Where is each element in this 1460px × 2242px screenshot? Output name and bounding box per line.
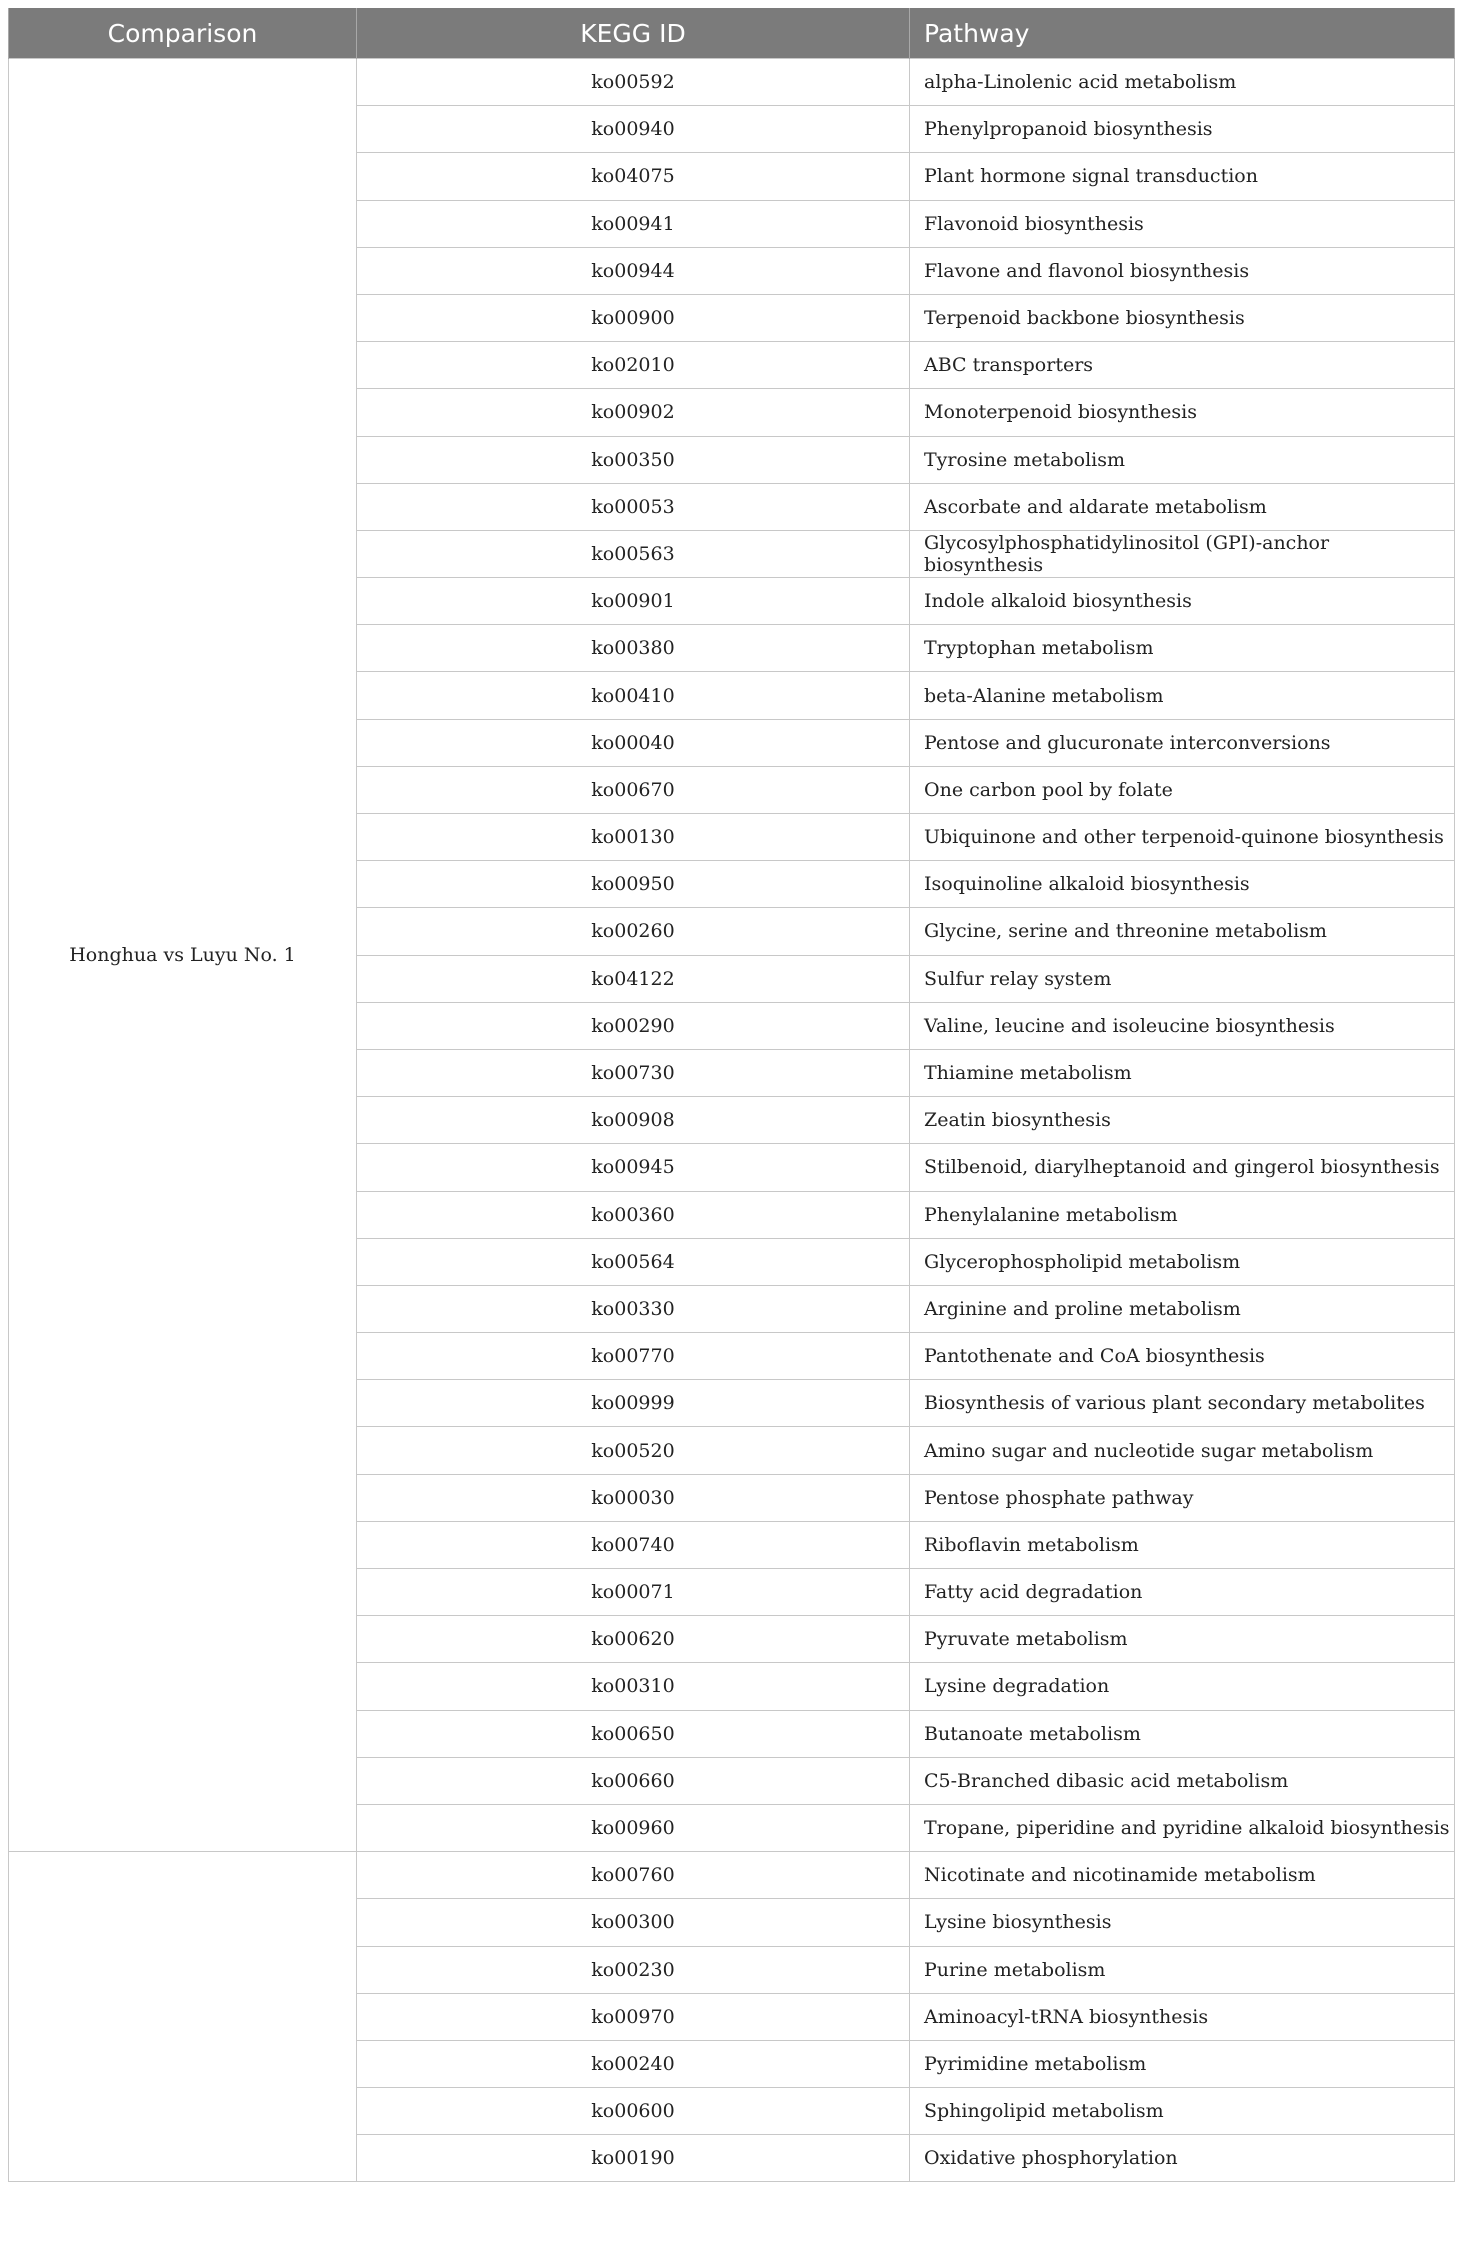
pathway-cell: Amino sugar and nucleotide sugar metabolism	[910, 1427, 1455, 1474]
pathway-cell: Phenylpropanoid biosynthesis	[910, 106, 1455, 153]
kegg-id-cell: ko00592	[357, 59, 910, 106]
pathway-cell: C5-Branched dibasic acid metabolism	[910, 1757, 1455, 1804]
comparison-cell	[9, 1852, 357, 2182]
kegg-id-cell: ko00563	[357, 530, 910, 577]
kegg-id-cell: ko00730	[357, 1049, 910, 1096]
kegg-id-cell: ko00944	[357, 247, 910, 294]
pathway-cell: Stilbenoid, diarylheptanoid and gingerol biosynthesis	[910, 1144, 1455, 1191]
pathway-cell: Isoquinoline alkaloid biosynthesis	[910, 861, 1455, 908]
pathway-cell: Butanoate metabolism	[910, 1710, 1455, 1757]
kegg-id-cell: ko00290	[357, 1002, 910, 1049]
header-comparison: Comparison	[9, 8, 357, 59]
pathway-cell: Lysine biosynthesis	[910, 1899, 1455, 1946]
kegg-id-cell: ko00770	[357, 1333, 910, 1380]
pathway-cell: Riboflavin metabolism	[910, 1521, 1455, 1568]
pathway-cell: Nicotinate and nicotinamide metabolism	[910, 1852, 1455, 1899]
kegg-id-cell: ko00760	[357, 1852, 910, 1899]
pathway-cell: Indole alkaloid biosynthesis	[910, 578, 1455, 625]
kegg-id-cell: ko00660	[357, 1757, 910, 1804]
pathway-cell: Lysine degradation	[910, 1663, 1455, 1710]
kegg-id-cell: ko00564	[357, 1238, 910, 1285]
pathway-cell: Flavone and flavonol biosynthesis	[910, 247, 1455, 294]
pathway-cell: Pyrimidine metabolism	[910, 2040, 1455, 2087]
pathway-cell: Thiamine metabolism	[910, 1049, 1455, 1096]
kegg-id-cell: ko04122	[357, 955, 910, 1002]
kegg-id-cell: ko00410	[357, 672, 910, 719]
table-row	[9, 59, 1455, 106]
kegg-id-cell: ko00970	[357, 1993, 910, 2040]
kegg-id-cell: ko00040	[357, 719, 910, 766]
pathway-cell: Glycine, serine and threonine metabolism	[910, 908, 1455, 955]
pathway-cell: Arginine and proline metabolism	[910, 1285, 1455, 1332]
kegg-id-cell: ko00902	[357, 389, 910, 436]
pathway-cell: Glycosylphosphatidylinositol (GPI)-anchor biosynthesis	[910, 530, 1455, 577]
pathway-cell: Sulfur relay system	[910, 955, 1455, 1002]
kegg-id-cell: ko00950	[357, 861, 910, 908]
kegg-id-cell: ko02010	[357, 342, 910, 389]
kegg-id-cell: ko00908	[357, 1097, 910, 1144]
pathway-cell: Ubiquinone and other terpenoid-quinone biosynthesis	[910, 814, 1455, 861]
kegg-id-cell: ko00650	[357, 1710, 910, 1757]
pathway-cell: Pantothenate and CoA biosynthesis	[910, 1333, 1455, 1380]
pathway-cell: Tropane, piperidine and pyridine alkaloid biosynthesis	[910, 1804, 1455, 1851]
pathway-cell: Valine, leucine and isoleucine biosynthesis	[910, 1002, 1455, 1049]
kegg-id-cell: ko00900	[357, 294, 910, 341]
pathway-cell: Purine metabolism	[910, 1946, 1455, 1993]
kegg-id-cell: ko00901	[357, 578, 910, 625]
kegg-pathway-table	[8, 8, 1455, 2182]
header-row	[9, 8, 1455, 59]
pathway-cell: Pyruvate metabolism	[910, 1616, 1455, 1663]
comparison-cell: Honghua vs Luyu No. 1	[9, 59, 357, 1852]
pathway-cell: ABC transporters	[910, 342, 1455, 389]
pathway-cell: Zeatin biosynthesis	[910, 1097, 1455, 1144]
header-kegg-id: KEGG ID	[357, 8, 910, 59]
kegg-id-cell: ko00740	[357, 1521, 910, 1568]
kegg-id-cell: ko00071	[357, 1569, 910, 1616]
kegg-id-cell: ko00230	[357, 1946, 910, 1993]
pathway-cell: alpha-Linolenic acid metabolism	[910, 59, 1455, 106]
kegg-id-cell: ko00053	[357, 483, 910, 530]
pathway-cell: Sphingolipid metabolism	[910, 2088, 1455, 2135]
kegg-id-cell: ko04075	[357, 153, 910, 200]
pathway-cell: Oxidative phosphorylation	[910, 2135, 1455, 2182]
kegg-id-cell: ko00960	[357, 1804, 910, 1851]
kegg-id-cell: ko00941	[357, 200, 910, 247]
table-header	[9, 8, 1455, 59]
kegg-id-cell: ko00310	[357, 1663, 910, 1710]
table-body	[9, 59, 1455, 2182]
pathway-cell: Pentose phosphate pathway	[910, 1474, 1455, 1521]
pathway-cell: Pentose and glucuronate interconversions	[910, 719, 1455, 766]
kegg-id-cell: ko00240	[357, 2040, 910, 2087]
kegg-id-cell: ko00999	[357, 1380, 910, 1427]
pathway-cell: Glycerophospholipid metabolism	[910, 1238, 1455, 1285]
kegg-id-cell: ko00130	[357, 814, 910, 861]
kegg-id-cell: ko00620	[357, 1616, 910, 1663]
table-row	[9, 1852, 1455, 1899]
pathway-cell: Tyrosine metabolism	[910, 436, 1455, 483]
header-pathway: Pathway	[910, 8, 1455, 59]
pathway-cell: Plant hormone signal transduction	[910, 153, 1455, 200]
kegg-id-cell: ko00030	[357, 1474, 910, 1521]
pathway-cell: beta-Alanine metabolism	[910, 672, 1455, 719]
pathway-cell: Flavonoid biosynthesis	[910, 200, 1455, 247]
kegg-id-cell: ko00300	[357, 1899, 910, 1946]
pathway-cell: Phenylalanine metabolism	[910, 1191, 1455, 1238]
pathway-cell: Tryptophan metabolism	[910, 625, 1455, 672]
pathway-cell: Ascorbate and aldarate metabolism	[910, 483, 1455, 530]
pathway-cell: Terpenoid backbone biosynthesis	[910, 294, 1455, 341]
kegg-id-cell: ko00945	[357, 1144, 910, 1191]
kegg-id-cell: ko00380	[357, 625, 910, 672]
kegg-id-cell: ko00520	[357, 1427, 910, 1474]
kegg-id-cell: ko00330	[357, 1285, 910, 1332]
kegg-id-cell: ko00190	[357, 2135, 910, 2182]
kegg-id-cell: ko00360	[357, 1191, 910, 1238]
kegg-id-cell: ko00260	[357, 908, 910, 955]
pathway-cell: Biosynthesis of various plant secondary metabolites	[910, 1380, 1455, 1427]
kegg-id-cell: ko00350	[357, 436, 910, 483]
kegg-id-cell: ko00600	[357, 2088, 910, 2135]
kegg-id-cell: ko00940	[357, 106, 910, 153]
pathway-cell: Monoterpenoid biosynthesis	[910, 389, 1455, 436]
pathway-cell: Fatty acid degradation	[910, 1569, 1455, 1616]
pathway-cell: Aminoacyl-tRNA biosynthesis	[910, 1993, 1455, 2040]
kegg-id-cell: ko00670	[357, 766, 910, 813]
pathway-cell: One carbon pool by folate	[910, 766, 1455, 813]
